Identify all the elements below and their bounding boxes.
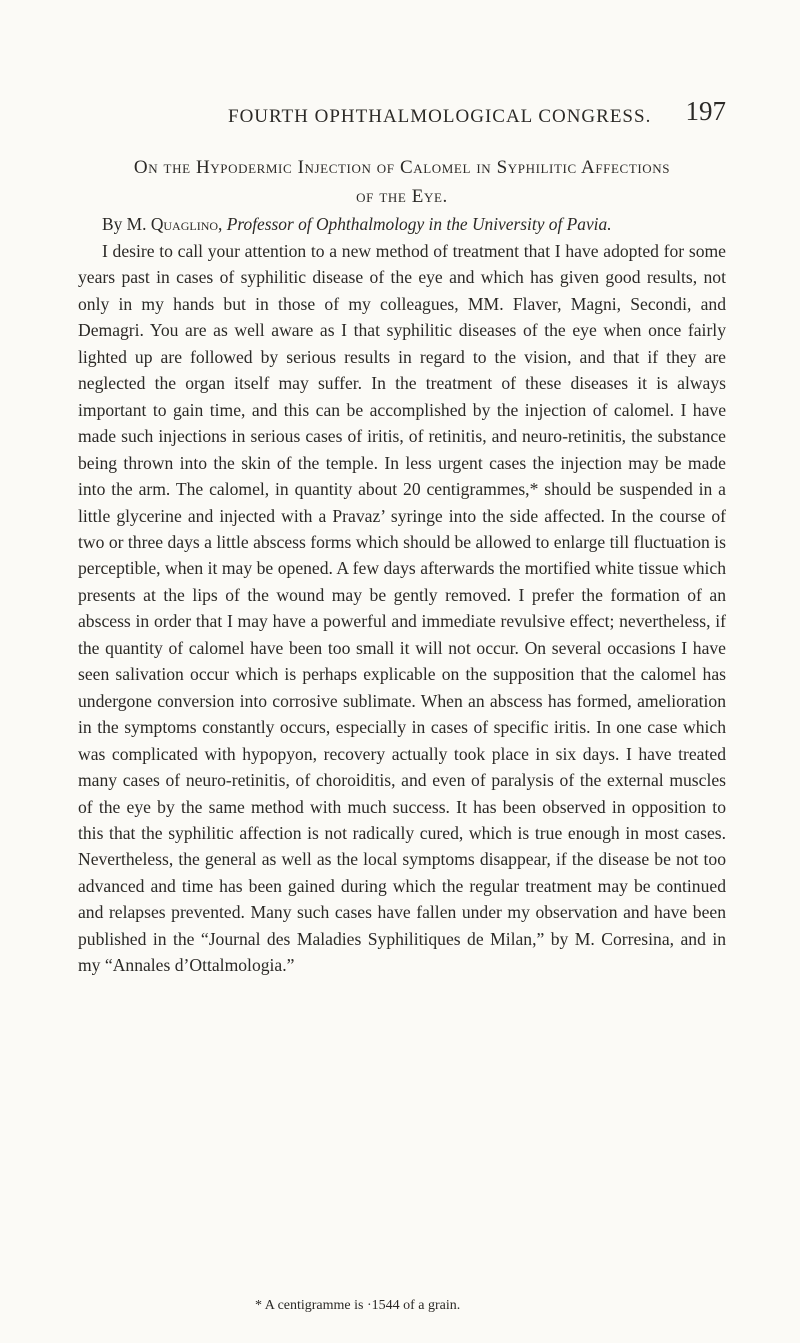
author-affiliation: Professor of Ophthalmology in the University of Pavia. xyxy=(226,214,612,234)
article-title-line-2: of the Eye. xyxy=(356,186,448,207)
running-title: FOURTH OPHTHALMOLOGICAL CONGRESS. xyxy=(228,106,652,127)
article-title xyxy=(78,153,726,211)
body-paragraph: I desire to call your attention to a new method of treatment that I have adopted for some years past in cases of syphilitic disease of the eye and which has given good results, not only in my hands but in those of my colleagues, MM. Flaver, Magni, Secondi, and Demagri. You are as well aware as I that syphilitic diseases of the eye when once fairly lighted up are followed by serious results in regard to the vision, and that if they are neglected the organ itself may suffer. In the treatment of these diseases it is always important to gain time, and this can be accomplished by the injection of calomel. I have made such injections in serious cases of iritis, of retinitis, and neuro-retinitis, the substance being thrown into the skin of the temple. In less urgent cases the injection may be made into the arm. The calomel, in quantity about 20 centigrammes,* should be suspended in a little glycerine and injected with a Pravaz’ syringe into the side affected. In the course of two or three days a little abscess forms which should be allowed to enlarge till fluctuation is perceptible, when it may be opened. A few days afterwards the mortified white tissue which presents at the lips of the wound may be gently removed. I prefer the formation of an abscess in order that I may have a powerful and immediate revulsive effect; nevertheless, if the quantity of calomel have been too small it will not occur. On several occasions I have seen salivation occur which is perhaps explicable on the supposition that the calomel has undergone conversion into corrosive sublimate. When an abscess has formed, amelioration in the symptoms constantly occurs, especially in cases of specific iritis. In one case which was complicated with hypopyon, recovery actually took place in six days. I have treated many cases of neuro-retinitis, of choroiditis, and even of paralysis of the external muscles of the eye by the same method with much success. It has been observed in opposition to this that the syphilitic affection is not radically cured, which is true enough in most cases. Nevertheless, the general as well as the local symptoms disappear, if the disease be not too advanced and time has been gained during which the regular treatment may be continued and relapses prevented. Many such cases have fallen under my observation and have been published in the “Journal des Maladies Syphilitiques de Milan,” by M. Corresina, and in my “Annales d’Ottalmologia.” xyxy=(78,241,726,976)
article-title-line-1: On the Hypodermic Injection of Calomel in Syphilitic Affections xyxy=(133,157,671,178)
author-name: Quaglino, xyxy=(150,214,223,234)
running-head xyxy=(228,96,726,128)
byline-prefix: By M. xyxy=(102,214,151,234)
footnote: * A centigramme is ·1544 of a grain. xyxy=(255,1298,461,1313)
page-number: 197 xyxy=(685,96,726,126)
byline xyxy=(102,211,726,237)
